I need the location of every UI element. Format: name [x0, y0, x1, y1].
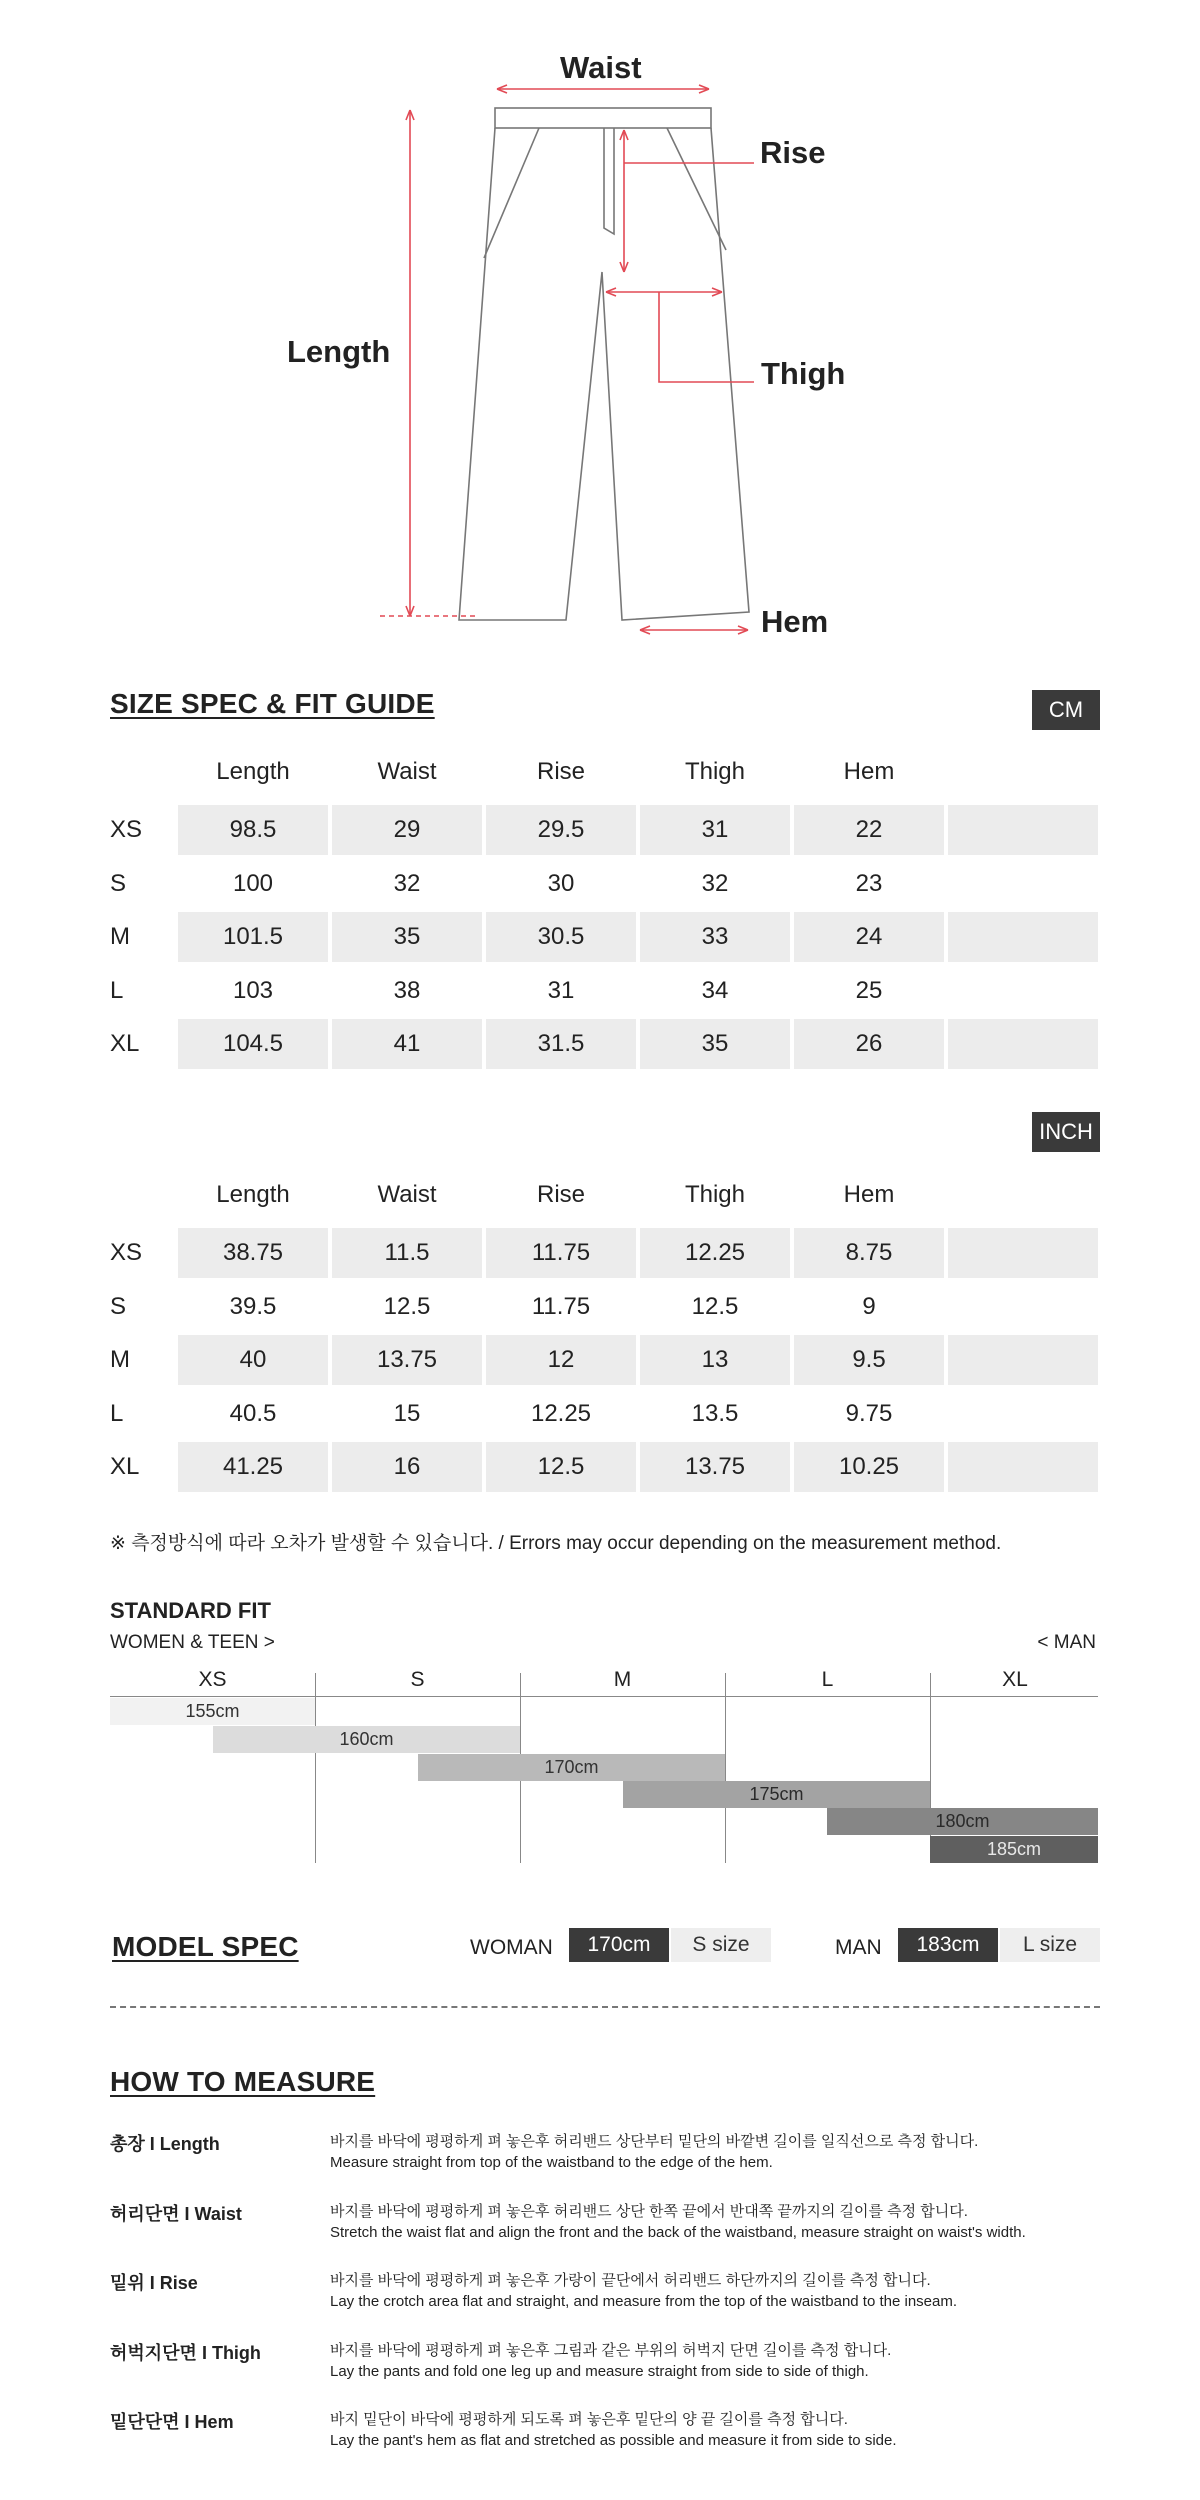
table-row: [110, 1228, 1100, 1278]
measure-item-korean: 바지 밑단이 바닥에 평평하게 되도록 펴 놓은후 밑단의 양 끝 길이를 측정 합니다.: [330, 2411, 848, 2428]
measure-item-english: Stretch the waist flat and align the front and the back of the waistband, measure straight on waist's width.: [330, 2224, 1026, 2241]
table-header: [110, 1175, 1100, 1215]
size-label: S: [110, 870, 127, 897]
table-cell-empty: [948, 912, 1098, 962]
size-label: XL: [110, 1030, 140, 1057]
length-label: Length: [287, 334, 391, 369]
col-thigh: Thigh: [684, 1181, 746, 1208]
table-cell: 103: [232, 977, 274, 1004]
table-cell: 11.75: [486, 1228, 636, 1278]
measure-item-korean: 바지를 바닥에 평평하게 펴 놓은후 허리밴드 상단 한쪽 끝에서 반대쪽 끝까지의 길이를 측정 합니다.: [330, 2203, 968, 2220]
table-cell: 11.75: [531, 1293, 591, 1320]
table-cell: 12.25: [530, 1400, 592, 1427]
rise-label: Rise: [760, 135, 826, 170]
fit-bar-155cm: 155cm: [110, 1698, 315, 1725]
table-cell: 30.5: [486, 912, 636, 962]
table-cell-empty: [948, 966, 1098, 1016]
how-to-measure-title: HOW TO MEASURE: [110, 2066, 376, 2097]
col-length: Length: [216, 1181, 290, 1208]
table-row: [110, 1389, 1100, 1439]
table-cell: 31.5: [486, 1019, 636, 1069]
table-cell-empty: [948, 1335, 1098, 1385]
table-cell: 31: [547, 977, 575, 1004]
table-row: [110, 912, 1100, 962]
model-spec-title: MODEL SPEC: [112, 1931, 299, 1962]
table-cell: 13.75: [332, 1335, 482, 1385]
table-cell: 101.5: [178, 912, 328, 962]
fit-bar-180cm: 180cm: [827, 1808, 1098, 1835]
table-cell: 38.75: [178, 1228, 328, 1278]
fit-bar-160cm: 160cm: [213, 1726, 520, 1753]
table-row: [110, 805, 1100, 855]
waist-label: Waist: [560, 50, 642, 85]
col-hem: Hem: [843, 758, 895, 785]
table-cell-empty: [948, 805, 1098, 855]
table-cell: 32: [393, 870, 421, 897]
col-rise: Rise: [536, 758, 585, 785]
table-cell: 9.5: [794, 1335, 944, 1385]
measure-item-english: Lay the pant's hem as flat and stretched as possible and measure it from side to side.: [330, 2432, 897, 2449]
table-cell: 34: [701, 977, 729, 1004]
model-man-size: L size: [1000, 1928, 1100, 1962]
table-row: [110, 966, 1100, 1016]
fit-baseline: [110, 1696, 1098, 1697]
measurement-note: ※ 측정방식에 따라 오차가 발생할 수 있습니다. / Errors may occur depending on the measurement method.: [110, 1533, 1002, 1554]
model-woman-size: S size: [671, 1928, 771, 1962]
table-cell: 39.5: [229, 1293, 277, 1320]
table-cell: 11.5: [332, 1228, 482, 1278]
table-cell: 10.25: [794, 1442, 944, 1492]
table-cell: 22: [794, 805, 944, 855]
table-cell: 33: [640, 912, 790, 962]
size-spec-title: SIZE SPEC & FIT GUIDE: [110, 688, 435, 719]
standard-fit-title: STANDARD FIT: [110, 1598, 271, 1623]
table-cell: 41.25: [178, 1442, 328, 1492]
measure-item-korean: 바지를 바닥에 평평하게 펴 놓은후 가랑이 끝단에서 허리밴드 하단까지의 길이를 측정 합니다.: [330, 2272, 931, 2289]
table-cell: 41: [332, 1019, 482, 1069]
table-cell-empty: [948, 1228, 1098, 1278]
measure-item-title: 허벅지단면 I Thigh: [110, 2343, 261, 2363]
measure-item-english: Measure straight from top of the waistband to the edge of the hem.: [330, 2154, 773, 2171]
table-cell: 104.5: [178, 1019, 328, 1069]
table-cell: 29.5: [486, 805, 636, 855]
section-divider: [110, 2006, 1100, 2008]
pants-diagram: [0, 0, 1200, 650]
measure-item-title: 허리단면 I Waist: [110, 2204, 242, 2224]
table-cell: 40.5: [229, 1400, 277, 1427]
size-label: L: [110, 977, 124, 1004]
table-cell: 12.25: [640, 1228, 790, 1278]
size-label: XS: [110, 1239, 143, 1266]
measurement-lines: [380, 85, 754, 634]
fit-bar-185cm: 185cm: [930, 1836, 1098, 1863]
fit-size-xs: XS: [198, 1668, 227, 1691]
size-label: L: [110, 1400, 124, 1427]
measure-item-english: Lay the crotch area flat and straight, and measure from the top of the waistband to the inseam.: [330, 2293, 958, 2310]
table-cell: 31: [640, 805, 790, 855]
table-cell: 9: [862, 1293, 876, 1320]
hem-label: Hem: [761, 604, 829, 639]
table-row: [110, 1282, 1100, 1332]
table-cell-empty: [948, 1019, 1098, 1069]
measure-item-english: Lay the pants and fold one leg up and measure straight from side to side of thigh.: [330, 2363, 869, 2380]
col-waist: Waist: [377, 758, 437, 785]
col-waist: Waist: [377, 1181, 437, 1208]
col-length: Length: [216, 758, 290, 785]
table-row: [110, 1019, 1100, 1069]
table-cell-empty: [948, 1442, 1098, 1492]
table-cell: 100: [232, 870, 274, 897]
table-cell: 26: [794, 1019, 944, 1069]
table-cell: 30: [547, 870, 575, 897]
fit-bar-175cm: 175cm: [623, 1781, 930, 1808]
cm-unit-badge: CM: [1032, 690, 1100, 730]
table-cell-empty: [948, 859, 1098, 909]
table-cell: 13.75: [640, 1442, 790, 1492]
fit-bar-170cm: 170cm: [418, 1754, 725, 1781]
table-cell: 32: [701, 870, 729, 897]
women-teen-label: WOMEN & TEEN >: [110, 1632, 275, 1653]
table-cell-empty: [948, 1282, 1098, 1332]
table-cell: 38: [393, 977, 421, 1004]
table-cell: 40: [178, 1335, 328, 1385]
table-cell: 24: [794, 912, 944, 962]
table-cell: 12.5: [383, 1293, 431, 1320]
model-man-height: 183cm: [898, 1928, 998, 1962]
model-woman-label: WOMAN: [470, 1936, 553, 1959]
table-cell: 8.75: [794, 1228, 944, 1278]
man-label: < MAN: [1037, 1632, 1096, 1653]
table-cell: 29: [332, 805, 482, 855]
table-row: [110, 1442, 1100, 1492]
table-cell-empty: [948, 1389, 1098, 1439]
table-cell: 13: [640, 1335, 790, 1385]
fit-size-s: S: [410, 1668, 425, 1691]
thigh-label: Thigh: [761, 356, 846, 391]
table-cell: 98.5: [178, 805, 328, 855]
size-label: S: [110, 1293, 127, 1320]
table-cell: 9.75: [845, 1400, 893, 1427]
table-cell: 35: [332, 912, 482, 962]
table-cell: 15: [393, 1400, 421, 1427]
measure-item-title: 밑위 I Rise: [110, 2273, 198, 2293]
table-cell: 12.5: [691, 1293, 739, 1320]
col-thigh: Thigh: [684, 758, 746, 785]
measure-item-korean: 바지를 바닥에 평평하게 펴 놓은후 허리밴드 상단부터 밑단의 바깥변 길이를 일직선으로 측정 합니다.: [330, 2133, 979, 2150]
fit-divider: [315, 1673, 316, 1863]
table-cell: 25: [855, 977, 883, 1004]
table-row: [110, 859, 1100, 909]
table-cell: 12.5: [486, 1442, 636, 1492]
inch-unit-badge: INCH: [1032, 1112, 1100, 1152]
measure-item-title: 총장 I Length: [110, 2134, 220, 2154]
pants-outline: [459, 108, 749, 620]
fit-size-xl: XL: [1002, 1668, 1028, 1691]
table-cell: 16: [332, 1442, 482, 1492]
model-woman-height: 170cm: [569, 1928, 669, 1962]
table-cell: 23: [855, 870, 883, 897]
size-label: XL: [110, 1453, 140, 1480]
size-label: XS: [110, 816, 143, 843]
table-cell: 13.5: [691, 1400, 739, 1427]
size-label: M: [110, 1346, 130, 1373]
model-man-label: MAN: [835, 1936, 882, 1959]
size-label: M: [110, 923, 130, 950]
fit-size-l: L: [821, 1668, 834, 1691]
fit-divider: [725, 1673, 726, 1863]
col-hem: Hem: [843, 1181, 895, 1208]
measure-item-korean: 바지를 바닥에 평평하게 펴 놓은후 그림과 같은 부위의 허벅지 단면 길이를 측정 합니다.: [330, 2342, 892, 2359]
table-cell: 12: [486, 1335, 636, 1385]
col-rise: Rise: [536, 1181, 585, 1208]
table-header: [110, 752, 1100, 792]
fit-size-m: M: [613, 1668, 632, 1691]
table-cell: 35: [640, 1019, 790, 1069]
measure-item-title: 밑단단면 I Hem: [110, 2412, 234, 2432]
table-row: [110, 1335, 1100, 1385]
